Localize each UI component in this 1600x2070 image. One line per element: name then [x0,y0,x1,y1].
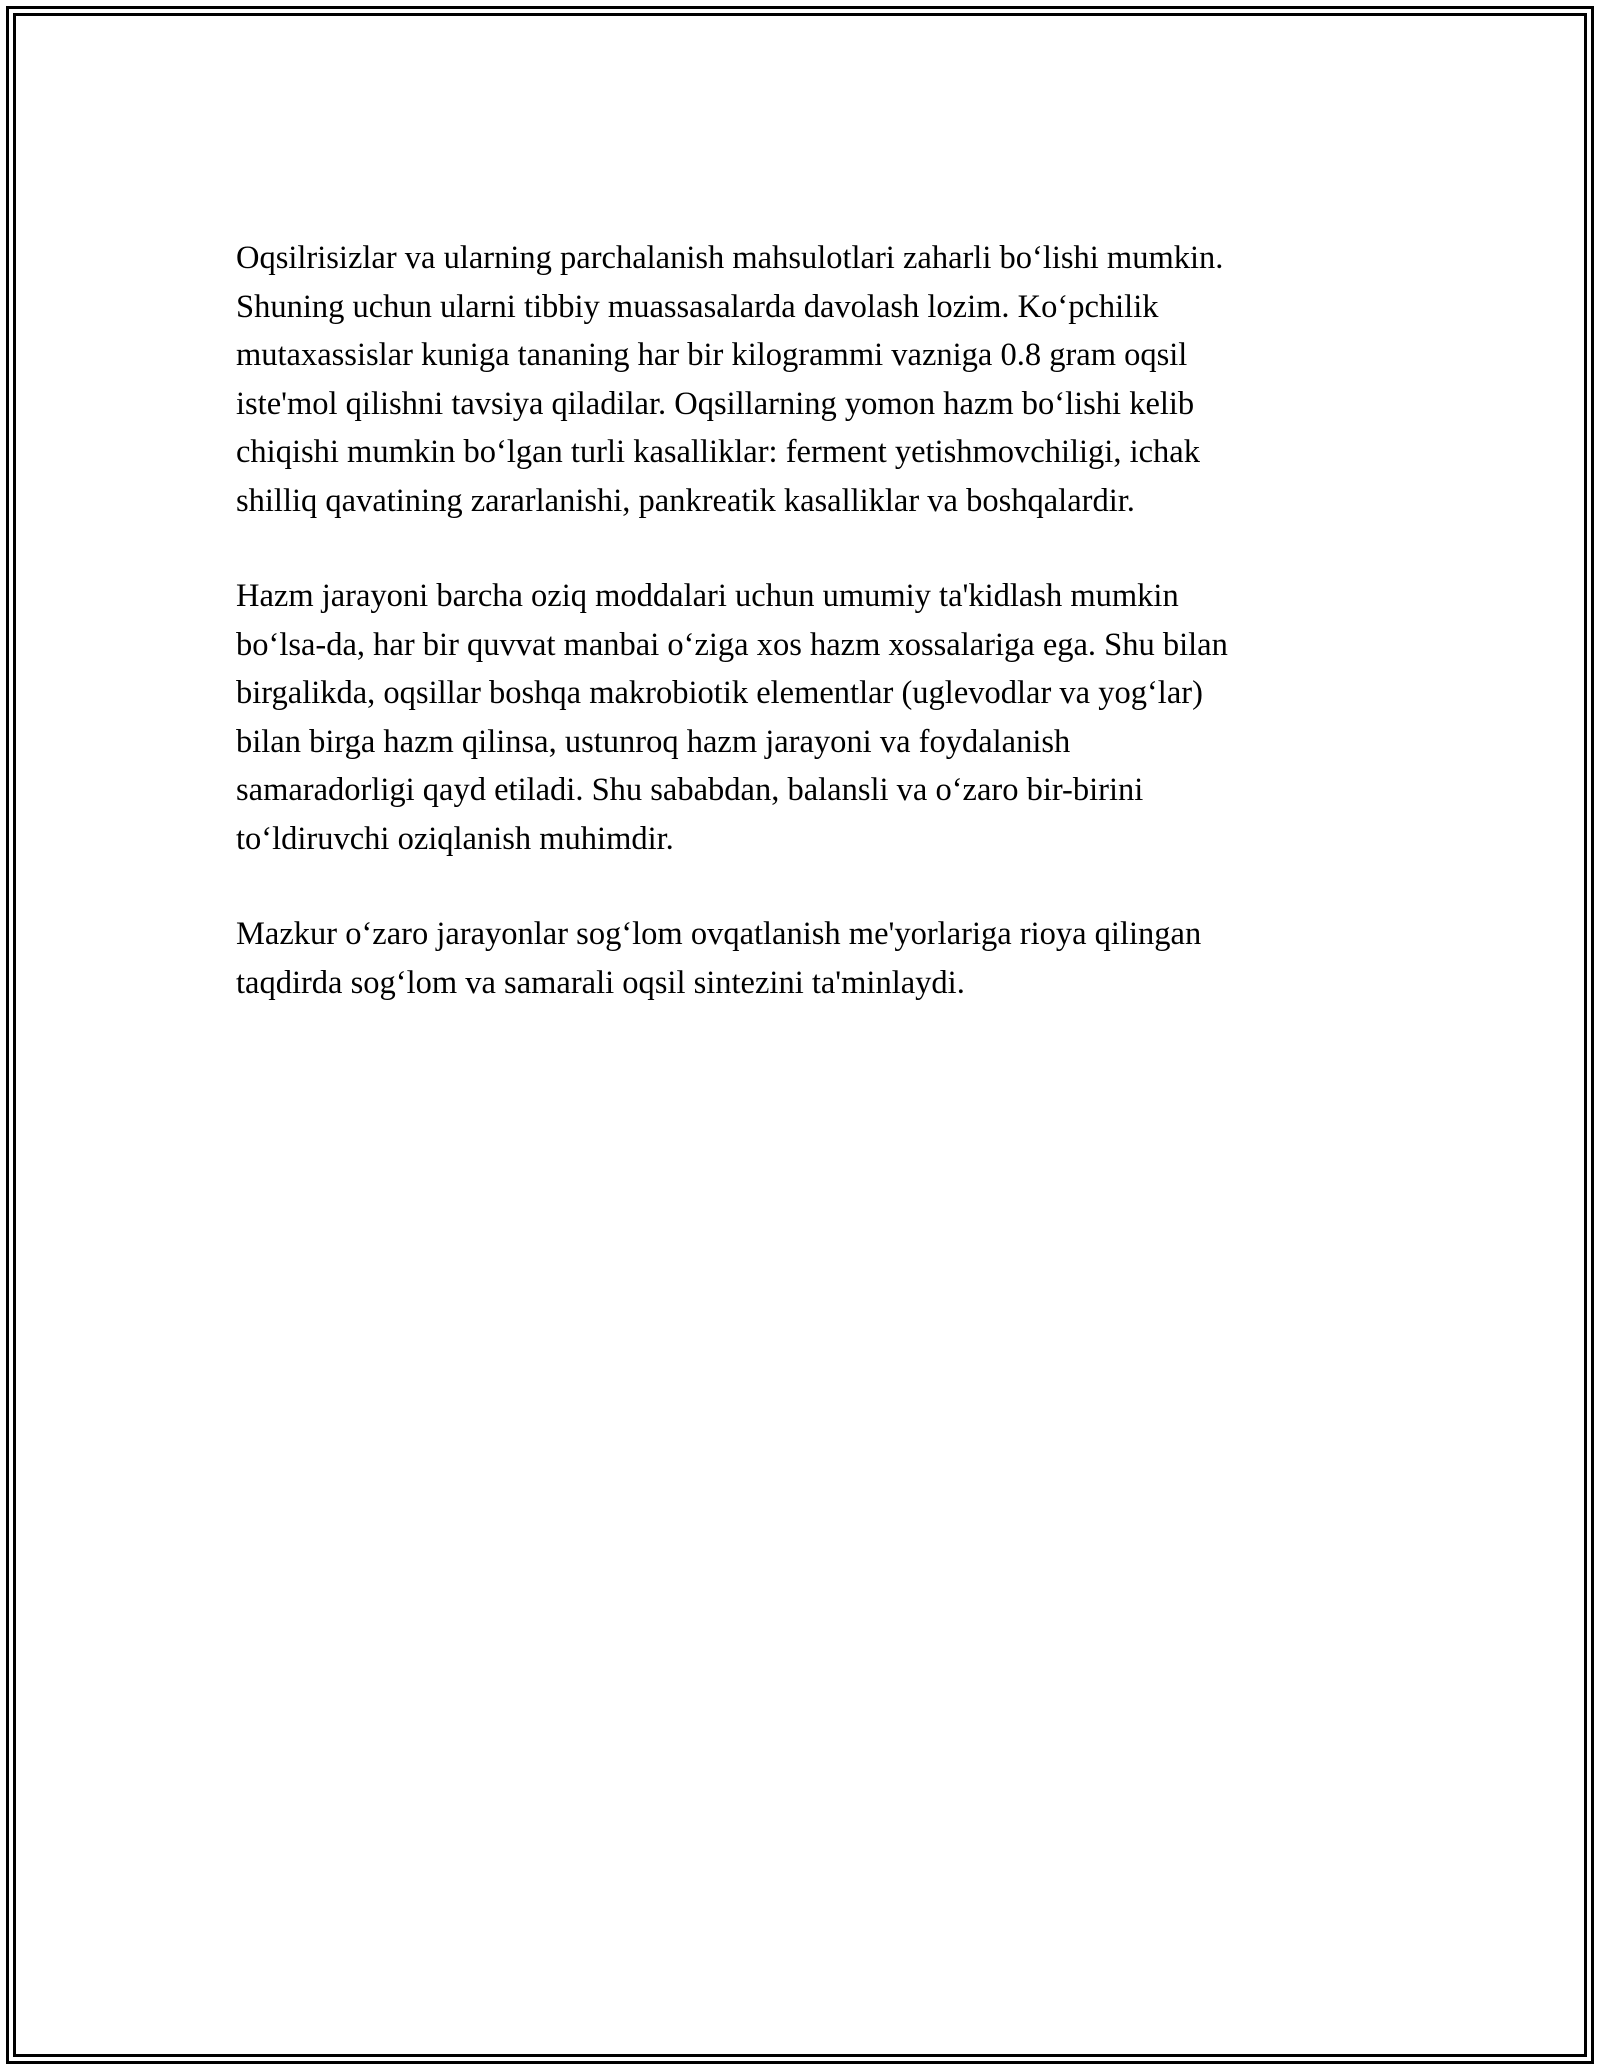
paragraph-2: Hazm jarayoni barcha oziq moddalari uchun umumiy ta'kidlash mumkin bo‘lsa-da, har bir quvvat manbai o‘ziga xos hazm xossalariga ega. Shu bilan birgalikda, oqsillar boshqa makrobiotik elementlar (uglevodlar va yog‘lar) bilan birga hazm qilinsa, ustunroq hazm jarayoni va foydalanish samaradorligi qayd etiladi. Shu sababdan, balansli va o‘zaro bir-birini to‘ldiruvchi oziqlanish muhimdir. [236,578,1228,857]
paragraph-1: Oqsilrisizlar va ularning parchalanish mahsulotlari zaharli bo‘lishi mumkin. Shuning uchun ularni tibbiy muassasalarda davolash lozim. Ko‘pchilik mutaxassislar kuniga tananing har bir kilogrammi vazniga 0.8 gram oqsil iste'mol qilishni tavsiya qiladilar. Oqsillarning yomon hazm bo‘lishi kelib chiqishi mumkin bo‘lgan turli kasalliklar: ferment yetishmovchiligi, ichak shilliq qavatining zararlanishi, pankreatik kasalliklar va boshqalardir. [236,240,1224,519]
document-body [236,234,1376,1054]
paragraph-3: Mazkur o‘zaro jarayonlar sog‘lom ovqatlanish me'yorlariga rioya qilingan taqdirda sog‘lom va samarali oqsil sintezini ta'minlaydi. [236,916,1202,1001]
